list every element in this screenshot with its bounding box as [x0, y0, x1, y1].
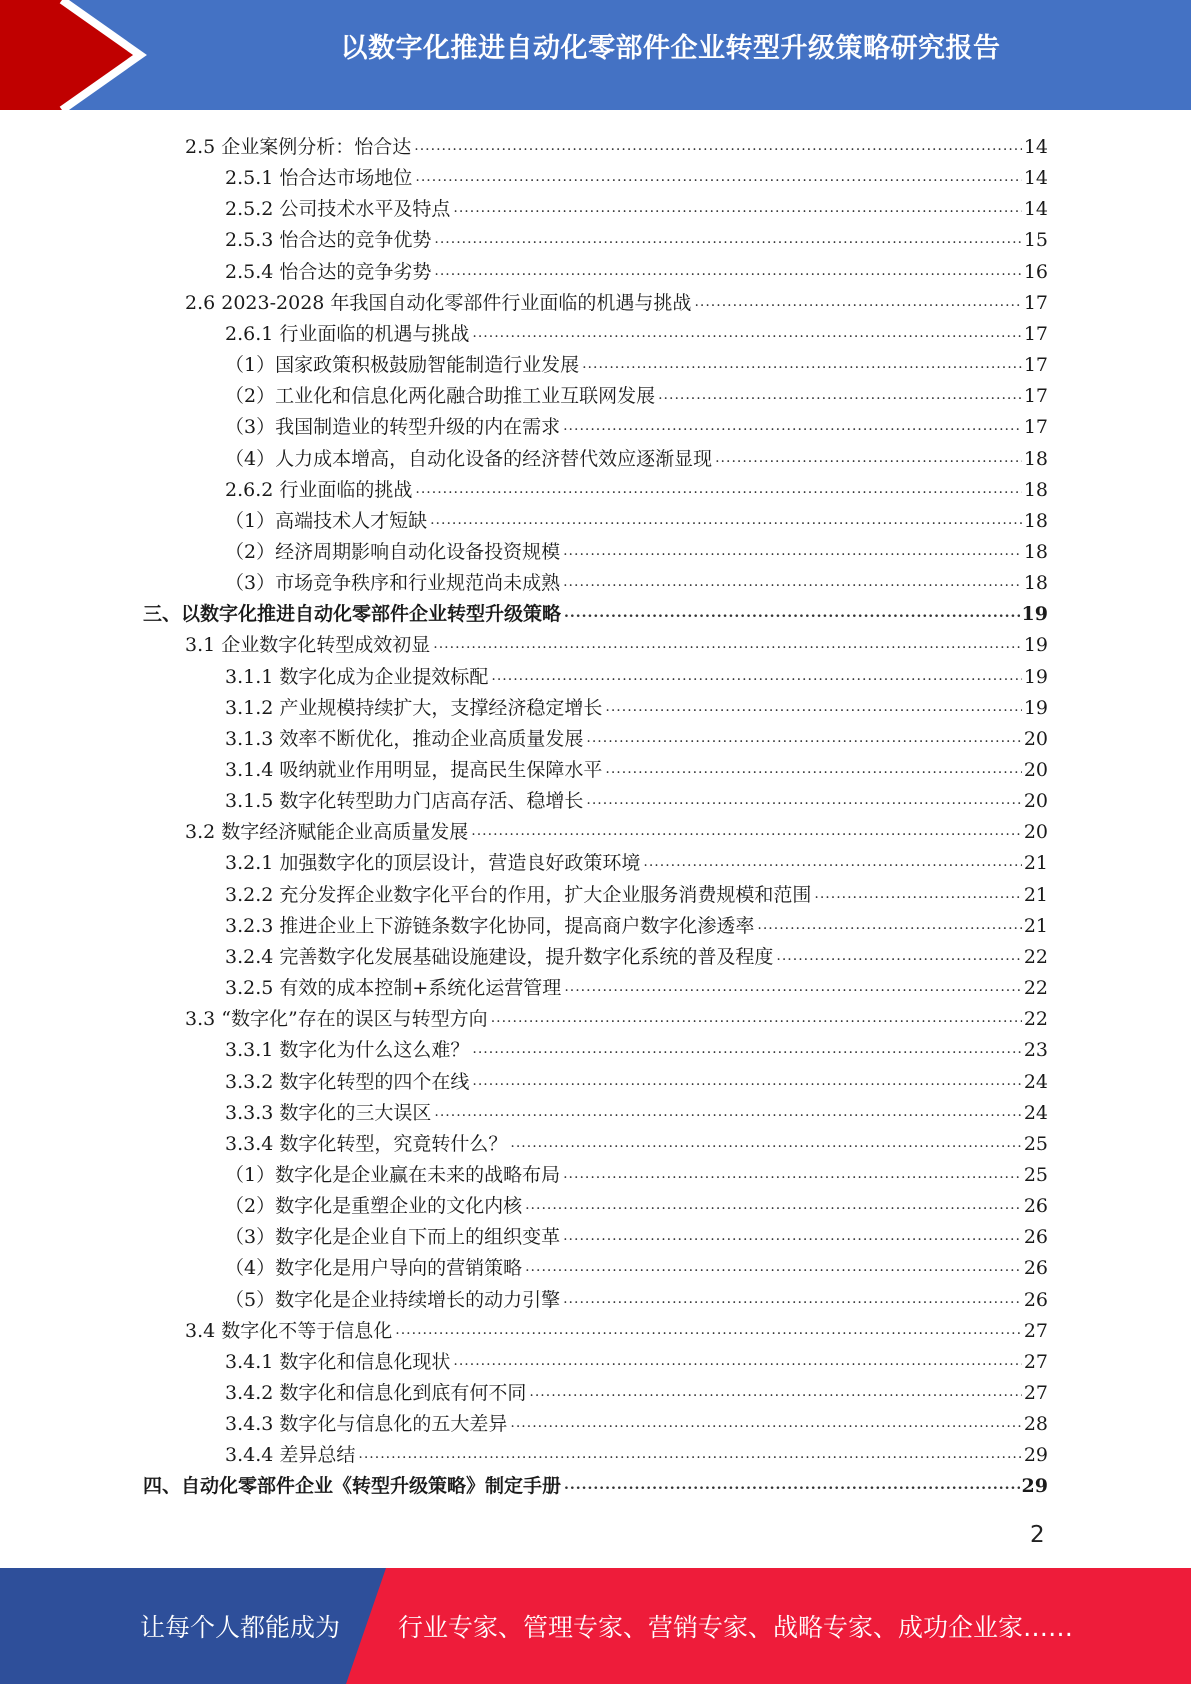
toc-entry[interactable]	[225, 1125, 1048, 1156]
toc-entry[interactable]	[225, 533, 1048, 564]
toc-entry-page: 27	[1023, 1350, 1048, 1373]
toc-entry-title: 3.4.3 数字化与信息化的五大差异	[225, 1413, 508, 1436]
toc-entry[interactable]	[225, 1436, 1048, 1467]
toc-entry[interactable]	[225, 907, 1048, 938]
toc-entry-page: 19	[1023, 696, 1048, 719]
toc-entry-title: 3.2.5 有效的成本控制+系统化运营管理	[225, 977, 562, 1000]
toc-entry-title: 四、自动化零部件企业《转型升级策略》制定手册	[143, 1475, 562, 1498]
toc-entry-title: （2）工业化和信息化两化融合助推工业互联网发展	[225, 385, 656, 408]
toc-entry[interactable]	[225, 502, 1048, 533]
toc-entry[interactable]	[225, 969, 1048, 1000]
toc-entry-title: （2）数字化是重塑企业的文化内核	[225, 1195, 523, 1218]
toc-dot-leader	[414, 136, 1022, 156]
toc-entry[interactable]	[225, 1063, 1048, 1094]
toc-dot-leader	[472, 1039, 1021, 1059]
toc-dot-leader	[415, 479, 1021, 499]
toc-dot-leader	[814, 884, 1021, 904]
toc-entry[interactable]	[225, 253, 1048, 284]
toc-entry[interactable]	[225, 1249, 1048, 1280]
toc-entry-page: 28	[1023, 1413, 1048, 1436]
toc-entry-page: 25	[1023, 1132, 1048, 1155]
toc-entry[interactable]	[225, 564, 1048, 595]
toc-entry[interactable]	[225, 1156, 1048, 1187]
toc-dot-leader	[658, 385, 1022, 405]
toc-entry[interactable]	[225, 377, 1048, 408]
toc-dot-leader	[605, 697, 1021, 717]
toc-entry-page: 19	[1023, 634, 1048, 657]
toc-dot-leader	[564, 603, 1020, 623]
toc-dot-leader	[564, 977, 1022, 997]
toc-dot-leader	[694, 292, 1021, 312]
toc-entry-page: 29	[1021, 1475, 1048, 1498]
footer-slogan-right: 行业专家、管理专家、营销专家、战略专家、成功企业家……	[398, 1613, 1074, 1642]
toc-entry-title: 2.5.2 公司技术水平及特点	[225, 198, 451, 221]
page-header	[0, 0, 1191, 110]
toc-dot-leader	[472, 323, 1021, 343]
toc-entry-page: 20	[1023, 821, 1048, 844]
toc-entry-title: 3.3.4 数字化转型，究竟转什么？	[225, 1132, 508, 1155]
toc-dot-leader	[525, 1195, 1022, 1215]
toc-entry[interactable]	[225, 1094, 1048, 1125]
toc-entry-page: 21	[1023, 883, 1048, 906]
header-arrow-decoration	[0, 0, 160, 110]
toc-dot-leader	[563, 1289, 1022, 1309]
toc-entry-page: 16	[1023, 260, 1048, 283]
toc-entry[interactable]	[185, 128, 1048, 159]
toc-dot-leader	[529, 1382, 1021, 1402]
toc-entry[interactable]	[225, 471, 1048, 502]
toc-entry[interactable]	[225, 876, 1048, 907]
toc-entry-title: 3.1.1 数字化成为企业提效标配	[225, 665, 489, 688]
toc-entry-title: （4）数字化是用户导向的营销策略	[225, 1257, 523, 1280]
toc-entry-title: 3.4.2 数字化和信息化到底有何不同	[225, 1382, 527, 1404]
toc-entry-title: 3.4.1 数字化和信息化现状	[225, 1350, 451, 1373]
toc-entry-page: 20	[1023, 790, 1048, 813]
toc-entry[interactable]	[225, 1374, 1048, 1405]
toc-entry-title: （5）数字化是企业持续增长的动力引擎	[225, 1288, 561, 1311]
page-footer	[0, 1568, 1191, 1684]
toc-entry-page: 20	[1023, 759, 1048, 781]
toc-entry-title: （1）高端技术人才短缺	[225, 509, 428, 532]
toc-dot-leader	[491, 666, 1021, 686]
toc-entry[interactable]	[143, 595, 1048, 626]
toc-dot-leader	[564, 1475, 1020, 1495]
toc-dot-leader	[472, 1071, 1021, 1091]
toc-entry-page: 22	[1023, 1008, 1048, 1031]
toc-entry-title: 3.1.4 吸纳就业作用明显，提高民生保障水平	[225, 759, 603, 781]
toc-dot-leader	[563, 1226, 1022, 1246]
toc-dot-leader	[434, 229, 1021, 249]
toc-entry-page: 23	[1023, 1039, 1048, 1062]
page-number: 2	[1030, 1522, 1045, 1548]
toc-entry[interactable]	[225, 346, 1048, 377]
toc-entry-page: 19	[1021, 603, 1048, 626]
toc-entry-page: 14	[1023, 167, 1048, 190]
toc-entry-title: 2.5.1 怡合达市场地位	[225, 167, 413, 190]
toc-entry-page: 17	[1023, 322, 1048, 345]
toc-entry-page: 27	[1023, 1382, 1048, 1404]
toc-dot-leader	[453, 198, 1021, 218]
toc-dot-leader	[586, 728, 1021, 748]
footer-slogan-left: 让每个人都能成为	[140, 1613, 341, 1642]
toc-dot-leader	[434, 261, 1021, 281]
toc-entry[interactable]	[225, 658, 1048, 689]
toc-dot-leader	[757, 915, 1021, 935]
toc-entry[interactable]	[225, 689, 1048, 720]
toc-entry[interactable]	[225, 190, 1048, 221]
toc-entry[interactable]	[225, 440, 1048, 471]
toc-entry-page: 17	[1023, 416, 1048, 439]
toc-entry-title: 3.3.3 数字化的三大误区	[225, 1101, 432, 1124]
toc-entry[interactable]	[185, 284, 1048, 315]
toc-entry-title: 2.6.2 行业面临的挑战	[225, 478, 413, 501]
toc-entry-page: 24	[1023, 1070, 1048, 1093]
toc-dot-leader	[510, 1413, 1021, 1433]
toc-entry-page: 21	[1023, 914, 1048, 937]
toc-entry[interactable]	[225, 720, 1048, 751]
toc-dot-leader	[715, 448, 1022, 468]
toc-entry[interactable]	[225, 1218, 1048, 1249]
toc-dot-leader	[510, 1133, 1021, 1153]
toc-entry-title: 3.1 企业数字化转型成效初显	[185, 634, 431, 657]
toc-entry-title: 3.1.5 数字化转型助力门店高存活、稳增长	[225, 790, 584, 813]
toc-entry-page: 18	[1023, 572, 1048, 595]
toc-entry-title: 3.2 数字经济赋能企业高质量发展	[185, 821, 469, 844]
toc-entry-title: 三、以数字化推进自动化零部件企业转型升级策略	[143, 603, 562, 626]
toc-entry[interactable]	[225, 1031, 1048, 1062]
toc-dot-leader	[395, 1320, 1022, 1340]
toc-dot-leader	[491, 1008, 1022, 1028]
document-title: 以数字化推进自动化零部件企业转型升级策略研究报告	[340, 33, 1001, 64]
toc-entry-page: 27	[1023, 1319, 1048, 1342]
toc-entry-page: 26	[1023, 1257, 1048, 1280]
toc-entry-page: 14	[1023, 136, 1048, 158]
toc-dot-leader	[525, 1257, 1022, 1277]
toc-entry-title: （2）经济周期影响自动化设备投资规模	[225, 540, 561, 563]
toc-dot-leader	[358, 1444, 1021, 1464]
toc-entry-page: 15	[1023, 229, 1048, 252]
toc-entry[interactable]	[225, 751, 1048, 782]
toc-dot-leader	[563, 572, 1022, 592]
toc-entry-title: 2.5 企业案例分析：怡合达	[185, 136, 412, 158]
toc-entry-page: 18	[1023, 509, 1048, 532]
toc-entry-page: 18	[1023, 478, 1048, 501]
toc-entry-page: 17	[1023, 291, 1048, 314]
toc-entry-page: 22	[1023, 945, 1048, 968]
toc-entry-title: 2.6.1 行业面临的机遇与挑战	[225, 322, 470, 345]
toc-entry[interactable]	[225, 938, 1048, 969]
toc-dot-leader	[415, 167, 1021, 187]
toc-entry[interactable]	[225, 1405, 1048, 1436]
toc-entry[interactable]	[185, 1312, 1048, 1343]
toc-entry[interactable]	[225, 408, 1048, 439]
toc-entry[interactable]	[143, 1467, 1048, 1498]
toc-entry-page: 17	[1023, 354, 1048, 377]
toc-entry-page: 18	[1023, 447, 1048, 470]
toc-entry[interactable]	[185, 813, 1048, 844]
toc-entry-page: 17	[1023, 385, 1048, 408]
toc-entry-title: 3.2.3 推进企业上下游链条数字化协同，提高商户数字化渗透率	[225, 914, 755, 937]
toc-entry-page: 26	[1023, 1288, 1048, 1311]
toc-entry-page: 20	[1023, 727, 1048, 750]
toc-entry-page: 19	[1023, 665, 1048, 688]
toc-entry[interactable]	[225, 159, 1048, 190]
toc-entry[interactable]	[225, 844, 1048, 875]
toc-entry-title: （1）数字化是企业赢在未来的战略布局	[225, 1163, 561, 1186]
toc-dot-leader	[563, 416, 1022, 436]
toc-entry-title: （1）国家政策积极鼓励智能制造行业发展	[225, 354, 580, 377]
toc-dot-leader	[605, 759, 1021, 779]
toc-entry-title: 3.3.1 数字化为什么这么难？	[225, 1039, 470, 1062]
toc-entry[interactable]	[225, 782, 1048, 813]
toc-entry-title: 3.4.4 差异总结	[225, 1444, 356, 1467]
toc-entry-page: 24	[1023, 1101, 1048, 1124]
toc-dot-leader	[430, 510, 1022, 530]
toc-entry-title: 3.1.3 效率不断优化，推动企业高质量发展	[225, 727, 584, 750]
toc-dot-leader	[471, 821, 1022, 841]
toc-entry[interactable]	[225, 1343, 1048, 1374]
toc-entry-title: 3.2.4 完善数字化发展基础设施建设，提升数字化系统的普及程度	[225, 945, 774, 968]
toc-dot-leader	[453, 1351, 1021, 1371]
toc-dot-leader	[643, 852, 1021, 872]
toc-entry-title: 3.3 “数字化”存在的误区与转型方向	[185, 1008, 488, 1031]
toc-dot-leader	[586, 790, 1021, 810]
toc-entry-title: 3.2.1 加强数字化的顶层设计，营造良好政策环境	[225, 852, 641, 875]
toc-entry-title: 3.2.2 充分发挥企业数字化平台的作用，扩大企业服务消费规模和范围	[225, 883, 812, 906]
toc-entry[interactable]	[185, 1000, 1048, 1031]
toc-entry-page: 26	[1023, 1226, 1048, 1249]
toc-entry-title: 3.1.2 产业规模持续扩大，支撑经济稳定增长	[225, 696, 603, 719]
toc-dot-leader	[563, 1164, 1022, 1184]
toc-entry-title: （3）数字化是企业自下而上的组织变革	[225, 1226, 561, 1249]
toc-entry-title: （3）市场竞争秩序和行业规范尚未成熟	[225, 572, 561, 595]
toc-dot-leader	[776, 946, 1021, 966]
toc-dot-leader	[582, 354, 1022, 374]
toc-entry[interactable]	[225, 221, 1048, 252]
toc-entry-page: 21	[1023, 852, 1048, 875]
toc-dot-leader	[433, 634, 1022, 654]
toc-entry-page: 26	[1023, 1195, 1048, 1218]
toc-entry-page: 14	[1023, 198, 1048, 221]
toc-entry-title: 2.6 2023-2028 年我国自动化零部件行业面临的机遇与挑战	[185, 291, 692, 314]
toc-entry-title: 3.3.2 数字化转型的四个在线	[225, 1070, 470, 1093]
toc-entry-title: 3.4 数字化不等于信息化	[185, 1319, 393, 1342]
toc-entry[interactable]	[225, 1281, 1048, 1312]
toc-entry-page: 25	[1023, 1163, 1048, 1186]
toc-entry[interactable]	[225, 1187, 1048, 1218]
toc-entry-page: 22	[1023, 977, 1048, 1000]
toc-dot-leader	[434, 1102, 1021, 1122]
toc-entry[interactable]	[185, 626, 1048, 657]
toc-entry-title: 2.5.3 怡合达的竞争优势	[225, 229, 432, 252]
toc-entry-page: 29	[1023, 1444, 1048, 1467]
toc-entry-title: 2.5.4 怡合达的竞争劣势	[225, 260, 432, 283]
toc-entry[interactable]	[225, 315, 1048, 346]
toc-dot-leader	[563, 541, 1022, 561]
toc-entry-title: （4）人力成本增高，自动化设备的经济替代效应逐渐显现	[225, 447, 713, 470]
toc-entry-title: （3）我国制造业的转型升级的内在需求	[225, 416, 561, 439]
toc-entry-page: 18	[1023, 540, 1048, 563]
